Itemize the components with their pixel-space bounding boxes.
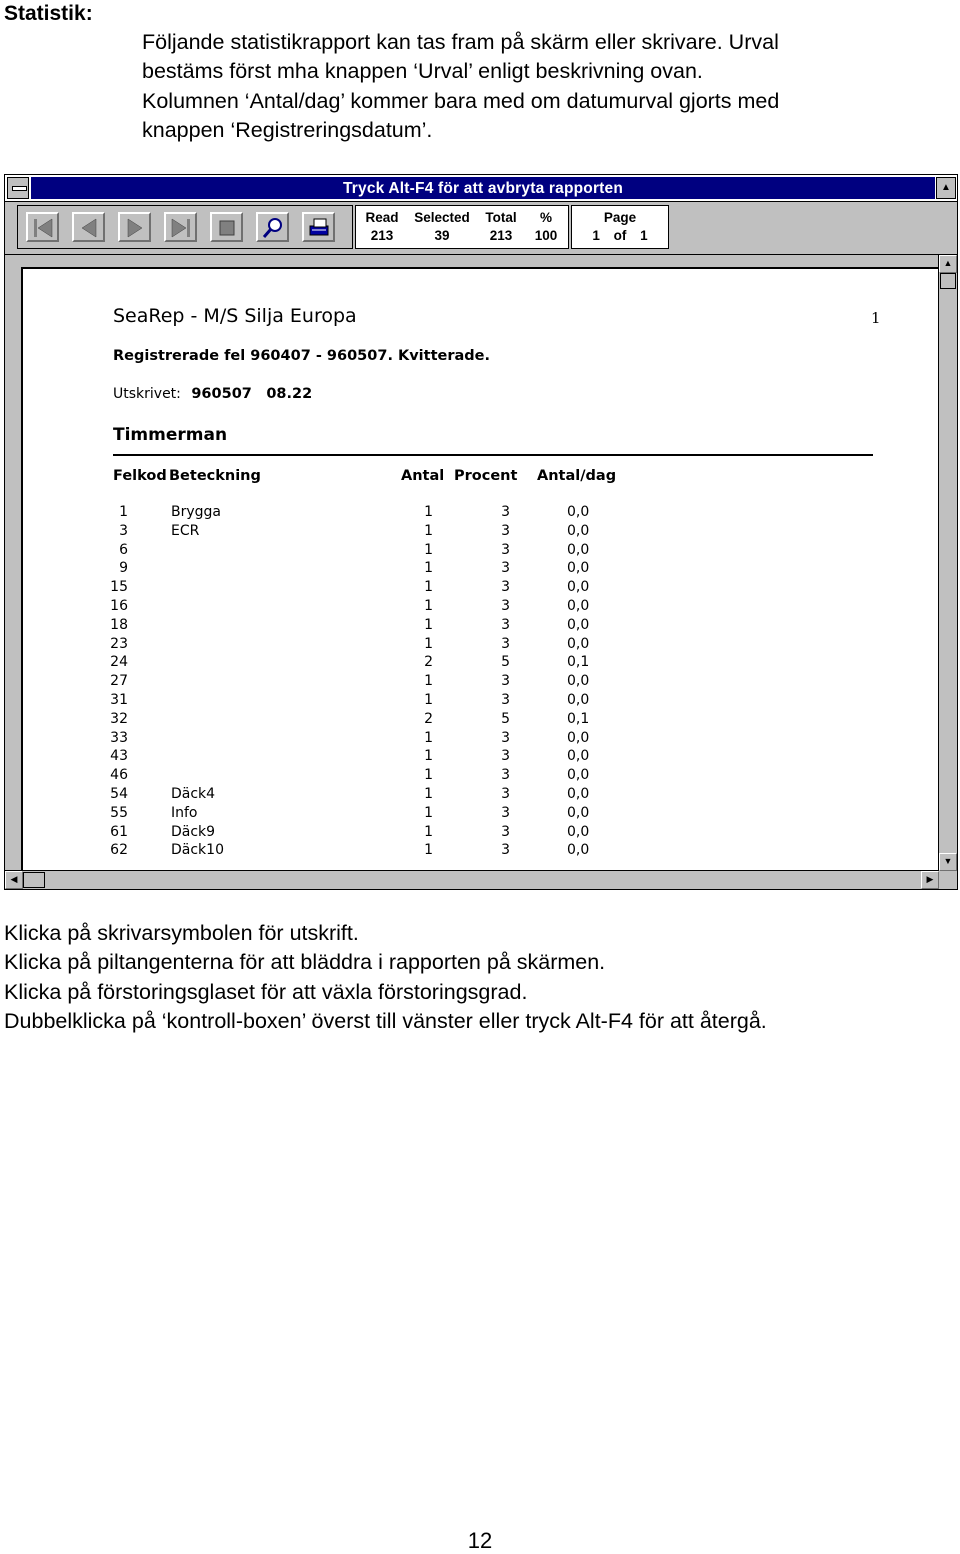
section-heading: Statistik: [4,2,93,25]
table-row [23,654,923,673]
title-bar-fill [31,177,935,199]
cell-antal-dag: 0,0 [567,579,590,596]
cell-antal-dag: 0,1 [567,654,590,671]
cell-procent: 3 [501,748,510,765]
cell-felkod: 46 [110,767,128,784]
selected-value: 39 [434,228,450,243]
horizontal-scrollbar[interactable] [5,870,939,889]
total-value: 213 [489,228,513,243]
printed-time: 08.22 [266,386,313,402]
cell-procent: 3 [501,767,510,784]
page-of: of [613,228,627,243]
cell-antal: 1 [424,673,433,690]
cell-felkod: 6 [119,541,128,558]
column-header-felkod: Felkod [113,468,167,484]
previous-page-icon [76,216,102,240]
column-header-beteckning: Beteckning [169,468,261,484]
percent-label: % [539,210,552,225]
cell-felkod: 9 [119,560,128,577]
column-header-antal: Antal [401,468,445,484]
vertical-scroll-thumb[interactable] [940,273,956,289]
first-page-button[interactable] [26,212,59,242]
instruction-line: Dubbelklicka på ‘kontroll-boxen’ överst till vänster eller tryck Alt-F4 för att återgå. [4,1008,767,1033]
department-name: Timmerman [113,425,228,445]
cell-antal: 1 [424,579,433,596]
cell-beteckning: Brygga [171,504,221,520]
total-counter [478,209,524,245]
read-value: 213 [370,228,394,243]
intro-line: bestäms först mha knappen ‘Urval’ enligt beskrivning ovan. [142,59,703,84]
cell-antal-dag: 0,0 [567,767,590,784]
cell-felkod: 33 [110,729,128,746]
printer-icon [306,216,332,240]
table-row [23,598,923,617]
cell-procent: 3 [501,823,510,840]
cell-antal-dag: 0,0 [567,541,590,558]
table-row [23,504,923,523]
cell-beteckning: Däck9 [171,823,216,840]
cell-felkod: 62 [110,842,128,859]
scroll-right-button[interactable]: ▶ [921,871,939,889]
cell-felkod: 27 [110,673,128,690]
cell-felkod: 31 [110,692,128,708]
cell-antal-dag: 0,0 [567,804,590,821]
scroll-up-button[interactable]: ▲ [939,255,957,273]
cell-antal-dag: 0,0 [567,842,590,859]
table-row [23,617,923,636]
cell-felkod: 24 [110,654,128,671]
cell-antal: 1 [424,804,433,821]
cell-antal: 1 [424,616,433,633]
percent-value: 100 [534,228,558,243]
table-row [23,636,923,655]
page-counter-panel [571,205,669,249]
cell-antal: 1 [424,786,433,802]
next-page-icon [122,216,148,240]
instruction-line: Klicka på förstoringsglaset för att växla förstoringsgrad. [4,979,528,1004]
intro-line: Kolumnen ‘Antal/dag’ kommer bara med om datumurval gjorts med [142,88,780,113]
total-label: Total [485,210,517,225]
first-page-icon [30,216,56,240]
table-row [23,711,923,730]
cell-antal: 1 [424,560,433,577]
stop-icon [214,216,240,240]
last-page-button[interactable] [164,212,197,242]
maximize-button[interactable]: ▲ [936,177,956,199]
cell-antal: 1 [424,504,433,520]
cell-antal-dag: 0,0 [567,635,590,652]
printed-info [113,386,312,402]
cell-felkod: 23 [110,635,128,652]
intro-paragraph [142,28,942,145]
cell-antal-dag: 0,0 [567,522,590,539]
stop-button[interactable] [210,212,243,242]
column-header-antal-dag: Antal/dag [537,468,617,484]
cell-antal-dag: 0,0 [567,673,590,690]
cell-procent: 3 [501,729,510,746]
cell-beteckning: Däck4 [171,786,216,802]
cell-procent: 5 [501,654,510,671]
cell-beteckning: Däck10 [171,842,224,859]
cell-procent: 3 [501,842,510,859]
report-window [4,174,958,890]
scroll-down-button[interactable]: ▼ [939,853,957,871]
horizontal-scroll-thumb[interactable] [23,872,45,888]
cell-antal-dag: 0,0 [567,748,590,765]
cell-antal: 1 [424,522,433,539]
printed-label: Utskrivet: [113,386,181,402]
cell-antal-dag: 0,0 [567,616,590,633]
cell-procent: 3 [501,504,510,520]
cell-procent: 3 [501,804,510,821]
cell-felkod: 43 [110,748,128,765]
cell-procent: 3 [501,635,510,652]
cell-procent: 3 [501,673,510,690]
control-box-icon[interactable] [7,177,29,199]
table-row [23,692,923,711]
document-page-number: 12 [467,1528,493,1553]
cell-antal: 1 [424,541,433,558]
table-row [23,560,923,579]
cell-felkod: 1 [119,504,128,520]
cell-antal-dag: 0,0 [567,823,590,840]
cell-felkod: 3 [119,522,128,539]
cell-antal: 2 [424,710,433,727]
column-header-procent: Procent [454,468,518,484]
printed-date: 960507 [191,386,252,402]
table-row [23,805,923,824]
table-row [23,767,923,786]
report-page [21,267,939,871]
cell-felkod: 16 [110,598,128,614]
toolbar [5,202,957,255]
cell-procent: 5 [501,710,510,727]
next-page-button[interactable] [118,212,151,242]
window-title: Tryck Alt-F4 för att avbryta rapporten [342,180,624,197]
report-viewport [5,255,939,871]
cell-antal: 2 [424,654,433,671]
cell-antal-dag: 0,1 [567,710,590,727]
cell-felkod: 54 [110,786,128,802]
percent-counter [528,209,564,245]
page-label: Page [603,210,637,225]
cell-antal-dag: 0,0 [567,692,590,708]
cell-antal-dag: 0,0 [567,598,590,614]
cell-antal: 1 [424,842,433,859]
cell-beteckning: ECR [171,522,200,539]
report-page-number: 1 [871,309,881,327]
title-bar [5,175,957,202]
record-counter-panel [355,205,569,249]
navigation-button-group [17,205,353,249]
page-counter [572,209,668,245]
cell-felkod: 15 [110,579,128,596]
intro-line: Följande statistikrapport kan tas fram på skärm eller skrivare. Urval [142,30,779,54]
page-indicator [572,227,668,245]
page-value: 1 [592,228,600,243]
zoom-button[interactable] [256,212,289,242]
scroll-left-button[interactable]: ◀ [5,871,23,889]
cell-procent: 3 [501,598,510,614]
cell-procent: 3 [501,560,510,577]
zoom-magnifier-icon [260,216,286,240]
selected-counter [408,209,476,245]
table-row [23,824,923,843]
vertical-scrollbar[interactable] [938,255,957,871]
table-row [23,842,923,861]
cell-antal-dag: 0,0 [567,786,590,802]
report-title: SeaRep - M/S Silja Europa [113,305,357,327]
read-label: Read [365,210,399,225]
report-subtitle: Registrerade fel 960407 - 960507. Kvitterade. [113,348,491,364]
cell-felkod: 55 [110,804,128,821]
cell-antal: 1 [424,692,433,708]
cell-procent: 3 [501,692,510,708]
cell-antal: 1 [424,767,433,784]
page-total: 1 [640,228,648,243]
cell-antal-dag: 0,0 [567,729,590,746]
previous-page-button[interactable] [72,212,105,242]
cell-beteckning: Info [171,804,198,821]
table-row [23,579,923,598]
intro-line: knappen ‘Registreringsdatum’. [142,117,433,142]
last-page-icon [168,216,194,240]
print-button[interactable] [302,212,335,242]
cell-antal: 1 [424,635,433,652]
instructions [4,919,767,1036]
table-row [23,786,923,805]
read-counter [362,209,402,245]
cell-felkod: 18 [110,616,128,633]
table-row [23,523,923,542]
cell-felkod: 61 [110,823,128,840]
cell-antal: 1 [424,729,433,746]
cell-procent: 3 [501,786,510,802]
cell-antal-dag: 0,0 [567,560,590,577]
cell-procent: 3 [501,616,510,633]
cell-antal-dag: 0,0 [567,504,590,520]
cell-antal: 1 [424,748,433,765]
cell-felkod: 32 [110,710,128,727]
table-row [23,542,923,561]
cell-procent: 3 [501,541,510,558]
selected-label: Selected [414,210,470,225]
cell-procent: 3 [501,522,510,539]
instruction-line: Klicka på piltangenterna för att bläddra i rapporten på skärmen. [4,950,606,975]
instruction-line: Klicka på skrivarsymbolen för utskrift. [4,921,359,945]
cell-procent: 3 [501,579,510,596]
table-row [23,748,923,767]
table-row [23,673,923,692]
cell-antal: 1 [424,598,433,614]
cell-antal: 1 [424,823,433,840]
header-divider [113,454,873,456]
table-row [23,730,923,749]
